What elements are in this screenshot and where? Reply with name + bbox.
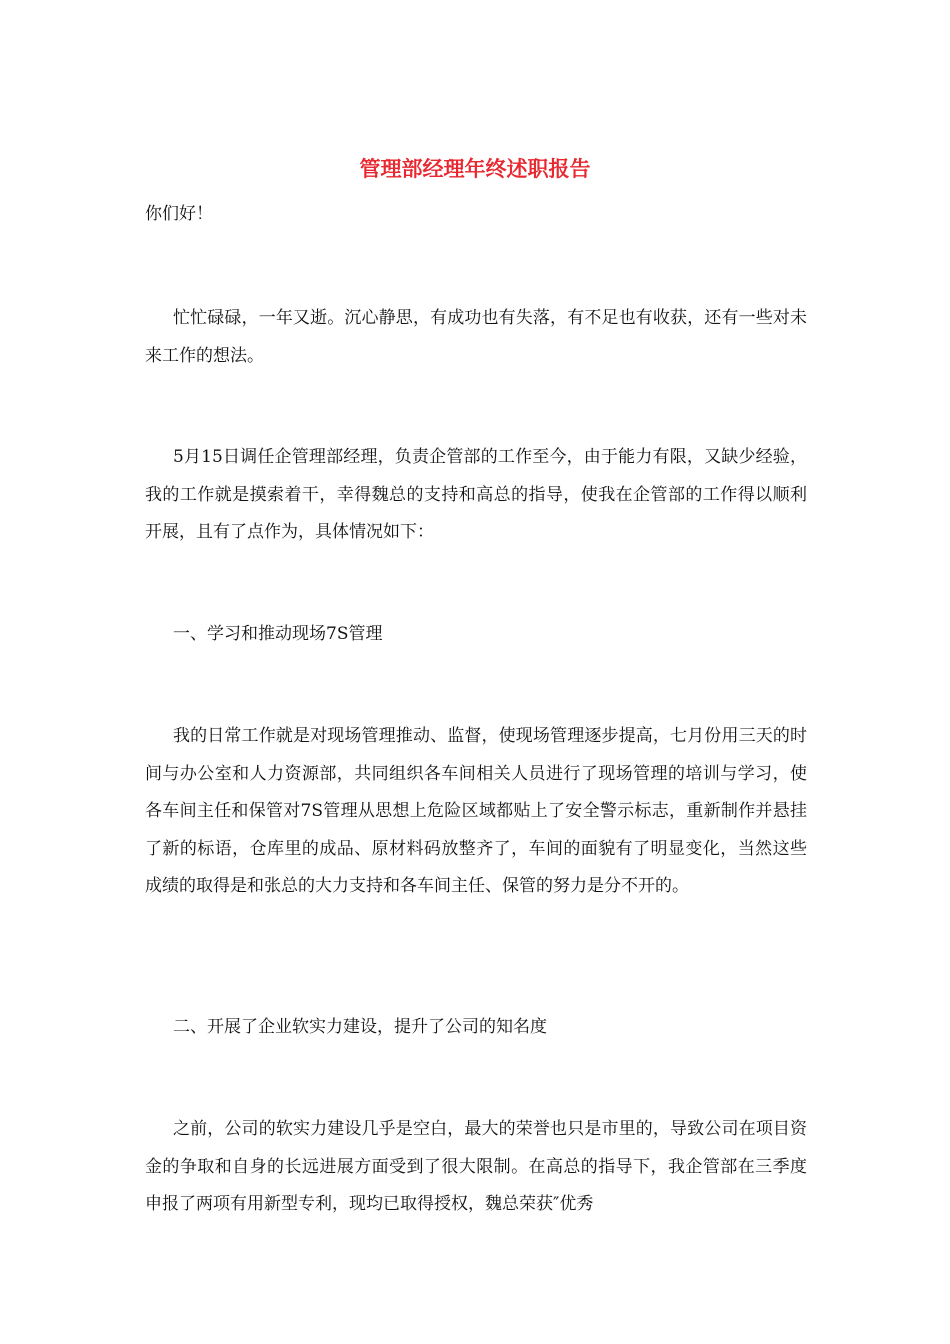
paragraph-soft-power: 之前，公司的软实力建设几乎是空白，最大的荣誉也只是市里的，导致公司在项目资金的争取和自身的长远进展方面受到了很大限制。在高总的指导下，我企管部在三季度申报了两项有用新型专利，现均已取得授权，魏总荣获″优秀: [145, 1119, 807, 1214]
document-title: 管理部经理年终述职报告: [359, 156, 591, 181]
paragraph-background: 5月15日调任企管理部经理，负责企管部的工作至今，由于能力有限，又缺少经验，我的工作就是摸索着干，幸得魏总的支持和高总的指导，使我在企管部的工作得以顺利开展，且有了点作为，具体情况如下：: [145, 447, 807, 542]
paragraph-7s-management: 我的日常工作就是对现场管理推动、监督，使现场管理逐步提高，七月份用三天的时间与办公室和人力资源部，共同组织各车间相关人员进行了现场管理的培训与学习，使各车间主任和保管对7S管理从思想上危险区域都贴上了安全警示标志，重新制作并悬挂了新的标语，仓库里的成品、原材料码放整齐了，车间的面貌有了明显变化，当然这些成绩的取得是和张总的大力支持和各车间主任、保管的努力是分不开的。: [145, 726, 807, 896]
greeting: 你们好！: [145, 204, 213, 224]
paragraph-intro: 忙忙碌碌，一年又逝。沉心静思，有成功也有失落，有不足也有收获，还有一些对未来工作的想法。: [145, 308, 807, 366]
section-heading-7s: 一、学习和推动现场7S管理: [173, 624, 383, 644]
section-heading-soft-power: 二、开展了企业软实力建设，提升了公司的知名度: [173, 1017, 547, 1037]
